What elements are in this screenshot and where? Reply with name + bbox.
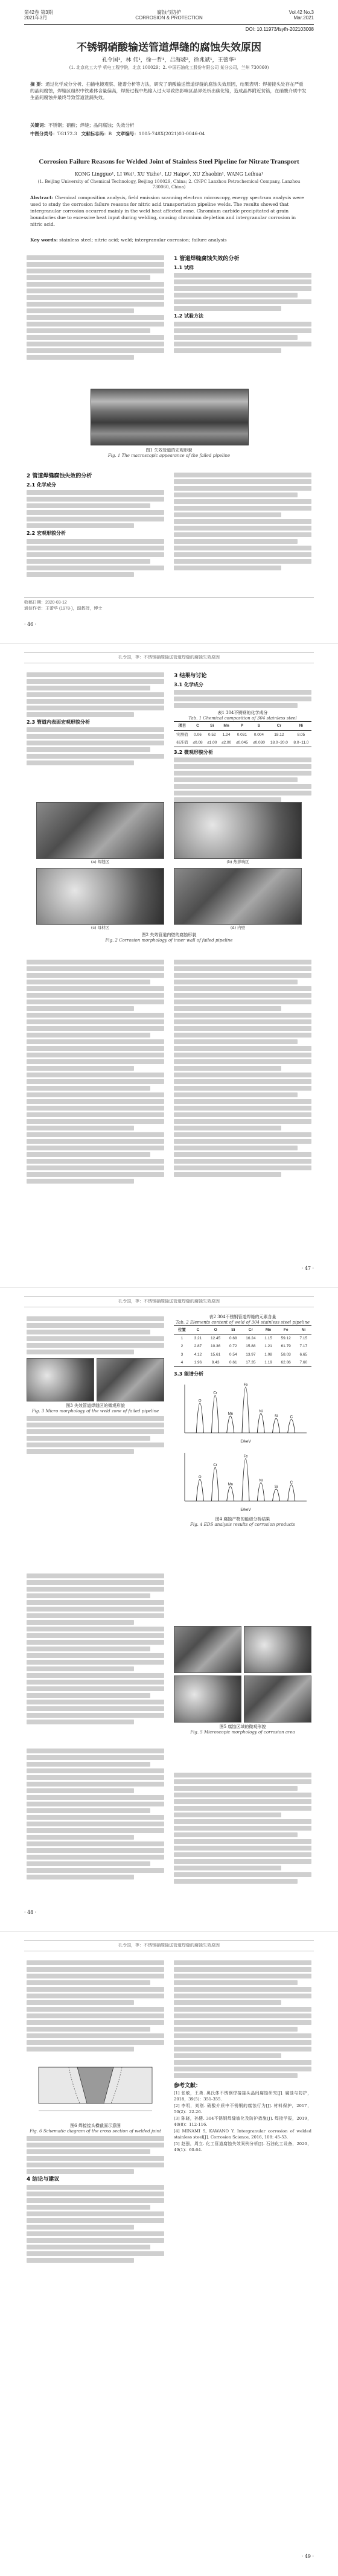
page-2	[0, 644, 338, 1288]
table-2-cell: 2	[180, 1344, 183, 1349]
body-col-left-p2b	[27, 958, 164, 1185]
peak-label: Cr	[213, 1464, 217, 1468]
en-abstract-label: Abstract:	[30, 195, 54, 200]
table-2-cell: 15.88	[246, 1344, 256, 1349]
table-caption-en: Tab. 1 Chemical composition of 304 stainless steel	[188, 716, 297, 721]
micrograph	[244, 1675, 311, 1723]
figure-4	[174, 1380, 311, 1527]
author-list: 孔令国¹，林 伟¹，徐一哲¹，吕海坡²，徐兆斌¹，王蕾华¹	[101, 57, 237, 63]
table-2-cell: 15.61	[210, 1352, 221, 1357]
clc-label: 中图分类号：	[30, 131, 57, 136]
table-2-header-cell: Mn	[265, 1328, 272, 1332]
spectrum-peak	[227, 1487, 234, 1501]
table-2-cell: 7.15	[299, 1336, 308, 1341]
body-col-left-p2	[27, 671, 164, 767]
peak-label: Si	[274, 1485, 278, 1490]
section-heading: 2 管道焊缝腐蚀失效的分析	[27, 473, 92, 479]
spectrum-peak	[212, 1467, 219, 1501]
peak-label: C	[290, 1481, 293, 1485]
body-col-left-p4	[27, 1959, 164, 2265]
body-col-left-p1	[27, 253, 164, 362]
clc-value: TG172.3	[57, 131, 77, 136]
micrograph	[97, 1358, 164, 1401]
reference-list	[174, 2091, 311, 2153]
peak-label: Fe	[243, 1455, 248, 1459]
table-2-cell: 10.36	[210, 1344, 221, 1349]
abstract-en	[30, 194, 308, 228]
table-2-cell: 62.86	[281, 1360, 291, 1365]
peak-label: O	[198, 1399, 202, 1403]
table-row	[174, 1342, 311, 1350]
spectrum-peak	[288, 1485, 295, 1501]
table-2-cell: 12.45	[210, 1336, 221, 1341]
table-row	[174, 730, 311, 739]
body-col-right-p2	[174, 671, 311, 804]
abstract-text: 通过化学成分分析、扫描电镜观察、能谱分析等方法，研究了硝酸输送管道焊缝的腐蚀失效原因，结果表明：焊接接头处存在严重的晶间腐蚀，焊缝区组织中铁素体含量偏高，焊接过程中热输入过大导致热影响区晶界处析出碳化铬，造成晶界附近贫铬，在硝酸介质中发生晶间腐蚀并最终导致管道泄漏失效。	[30, 81, 307, 100]
subfigure-label: (a) 焊缝区	[91, 859, 110, 864]
keywords-text: 不锈钢；硝酸；焊缝；晶间腐蚀；失效分析	[48, 123, 135, 128]
figure-5	[174, 1626, 311, 1735]
table-2-cell: 4.12	[194, 1352, 202, 1357]
doi[interactable]: DOI: 10.11973/fsyfh-202103008	[245, 27, 314, 32]
subsection-heading: 2.3 管道内表面宏观形貌分析	[27, 719, 90, 725]
figure-2	[36, 802, 302, 943]
micrograph-b	[174, 802, 302, 864]
running-title-band: 孔令国，等：不锈钢硝酸输送管道焊缝的腐蚀失效原因	[24, 1940, 314, 1951]
table-1-cell: 0.52	[208, 732, 216, 737]
reference-item: [5] 赵强，周立. 化工管道腐蚀失效案例分析[J]. 石油化工设备，2020，49(1)：60-64.	[174, 2141, 311, 2152]
weld-schematic	[27, 2055, 164, 2122]
subfigure-label: (c) 母材区	[91, 925, 110, 930]
eds-spectrum-1	[174, 1380, 311, 1446]
table-2-cell: 58.03	[281, 1352, 291, 1357]
table-1-header-cell: S	[257, 724, 261, 728]
peak-label: Mn	[228, 1483, 233, 1487]
table-2-cell: 0.72	[229, 1344, 237, 1349]
subsection-heading: 2.2 宏观形貌分析	[27, 531, 66, 537]
micrograph-d	[174, 868, 302, 930]
table-2	[174, 1325, 311, 1367]
keywords-cn	[30, 122, 308, 129]
table-2-cell: 0.68	[229, 1336, 237, 1341]
table-row	[174, 739, 311, 747]
figure-caption-en: Fig. 1 The macroscopic appearance of the failed pipeline	[107, 453, 231, 458]
peak-label: Cr	[213, 1391, 217, 1395]
table-2-cell: 4	[180, 1360, 183, 1365]
pipeline-photo	[91, 389, 249, 445]
page-number: · 48 ·	[24, 1910, 37, 1915]
micrograph-a	[36, 802, 164, 864]
figure-6	[27, 2055, 164, 2134]
header-journal: 腐蚀与防护 CORROSION & PROTECTION	[135, 10, 203, 21]
spectrum-peak	[212, 1395, 219, 1433]
table-2-cell: 1.08	[264, 1352, 272, 1357]
table-2-cell: 8.43	[211, 1360, 220, 1365]
table-caption-en: Tab. 2 Elements content of weld of 304 stainless steel pipeline	[176, 1320, 310, 1325]
table-2-cell: 59.12	[281, 1336, 291, 1341]
table-1-cell: 8.05	[297, 732, 305, 737]
table-2-cell: 0.61	[229, 1360, 237, 1365]
subsection-heading: 1.2 试验方法	[174, 313, 203, 319]
figure-caption: 图1 失效管道的宏观形貌	[145, 448, 193, 453]
body-col-left-p3b	[27, 1572, 164, 1726]
spectrum-peak	[242, 1387, 249, 1433]
table-1-cell: 标准值	[176, 740, 188, 745]
subsection-heading: 1.1 试样	[174, 265, 194, 271]
reference-item: [1] 张敏，王勇. 奥氏体不锈钢焊接接头晶间腐蚀研究[J]. 腐蚀与防护，2018，39(5)：351-355.	[174, 2091, 311, 2102]
micrograph	[174, 1675, 241, 1723]
page-footer	[24, 598, 314, 611]
table-2-cell: 1.96	[194, 1360, 202, 1365]
body-col-left-p3	[27, 1315, 164, 1456]
table-2-cell: 2.87	[194, 1344, 202, 1349]
table-1-header-cell: Cr	[276, 724, 281, 728]
table-2-cell: 17.35	[246, 1360, 256, 1365]
figure-caption-en: Fig. 4 EDS analysis results of corrosion products	[190, 1522, 295, 1527]
table-1-header-cell: Mn	[223, 724, 229, 728]
received-date: 收稿日期：2020-03-12	[24, 601, 67, 605]
table-1-cell: ≤0.030	[253, 740, 265, 745]
figure-caption-en: Fig. 3 Micro morphology of the weld zone of failed pipeline	[31, 1409, 159, 1414]
x-axis-label: E/keV	[240, 1508, 251, 1513]
figure-caption-en: Fig. 5 Microscopic morphology of corrosion area	[190, 1730, 295, 1735]
table-1-header-cell: Si	[210, 724, 214, 728]
abstract-label: 摘 要：	[30, 81, 46, 87]
table-1-header-cell: Ni	[299, 724, 304, 728]
table-1-cell: 18.12	[274, 732, 284, 737]
subsection-heading: 2.1 化学成分	[27, 482, 56, 488]
spectrum-peak	[273, 1418, 280, 1433]
header-issue: Vol.42 No.3 Mar.2021	[289, 10, 314, 21]
table-2-header-cell: Si	[231, 1328, 235, 1332]
table-1-cell: 0.004	[253, 732, 264, 737]
micrograph	[27, 1358, 94, 1401]
english-title: Corrosion Failure Reasons for Welded Joint of Stainless Steel Pipeline for Nitrate Transport	[39, 158, 299, 165]
eds-spectrum-2	[174, 1448, 311, 1514]
running-title-band: 孔令国，等：不锈钢硝酸输送管道焊缝的腐蚀失效原因	[24, 1296, 314, 1307]
peak-label: Fe	[243, 1383, 248, 1388]
table-2-cell: 16.24	[246, 1336, 256, 1341]
body-col-right-p1	[174, 253, 311, 355]
page-number: · 46 ·	[24, 622, 37, 627]
table-1-cell: 8.0~11.0	[293, 740, 309, 745]
spectrum-peak	[242, 1459, 249, 1501]
english-authors: KONG Lingguo¹, LI Wei¹, XU Yizhe¹, LU Haipo², XU Zhaobin¹, WANG Leihua¹	[74, 171, 264, 177]
table-1-cell: 0.06	[194, 732, 202, 737]
table-1-cell: ≤0.08	[193, 740, 203, 745]
page-4	[0, 1932, 338, 2576]
page-number: · 47 ·	[301, 1266, 314, 1271]
table-1-cell: 实测值	[176, 732, 188, 737]
table-1	[174, 721, 311, 747]
subfigure-label: (d) 内壁	[230, 925, 246, 930]
peak-label: C	[290, 1415, 293, 1420]
article-no-value: 1005-748X(2021)03-0046-04	[138, 131, 205, 136]
table-2-cell: 3.21	[194, 1336, 202, 1341]
table-1-cell: ≤2.00	[221, 740, 232, 745]
table-caption: 表1 304不锈钢的化学成分	[217, 710, 268, 716]
figure-caption: 图4 腐蚀产物的能谱分析结果	[215, 1516, 270, 1522]
table-row	[174, 1359, 311, 1367]
keywords-label: 关键词：	[30, 123, 48, 128]
english-affiliation: (1. Beijing University of Chemical Technology, Beijing 100029, China; 2. CNPC Lanzhou Petrochemical Company, Lanzhou 730060, China)	[37, 179, 301, 190]
body-col-right-p2b	[174, 958, 311, 1179]
spectrum-peak	[196, 1403, 203, 1433]
table-2-header-cell: Fe	[283, 1328, 289, 1332]
article-title: 不锈钢硝酸输送管道焊缝的腐蚀失效原因	[77, 42, 261, 54]
table-2-header-cell: O	[214, 1328, 217, 1332]
table-2-cell: 61.79	[281, 1344, 291, 1349]
section-heading: 3 结果与讨论	[174, 673, 207, 679]
table-1-cell: 18.0~20.0	[270, 740, 288, 745]
figure-caption: 图6 焊接接头横截面示意图	[70, 2123, 121, 2129]
en-keywords-label: Key words:	[30, 237, 58, 243]
abstract-cn	[30, 81, 308, 101]
table-1-header-cell: C	[196, 724, 199, 728]
reference-item: [3] 陈晓，孙健. 304不锈钢焊缝敏化及防护措施[J]. 焊接学报，2019，40(8)：112-116.	[174, 2116, 311, 2127]
running-title-band: 孔令国，等：不锈钢硝酸输送管道焊缝的腐蚀失效原因	[24, 652, 314, 663]
table-1-cell: 1.24	[222, 732, 231, 737]
table-row	[174, 1351, 311, 1359]
table-2-cell: 1	[180, 1336, 183, 1341]
reference-item: [4] MINAMI S, KAWANO Y. Intergranular corrosion of welded stainless steel[J]. Corrosion Science, 2016, 108: 45-53.	[174, 2129, 311, 2140]
body-col-right-p3	[174, 1315, 311, 1528]
subsection-heading: 3.1 化学成分	[174, 682, 203, 688]
table-2-cell: 7.60	[299, 1360, 308, 1365]
table-1-cell: 0.031	[237, 732, 247, 737]
table-1-header-cell: 项目	[178, 724, 187, 728]
doc-code-value: B	[108, 131, 112, 136]
header-volume: 第42卷 第3期 2021年3月	[24, 10, 53, 21]
spectrum-peak	[273, 1489, 280, 1501]
table-2-header-cell: Ni	[301, 1328, 306, 1332]
page-number: · 49 ·	[301, 2554, 314, 2559]
table-2-cell: 6.65	[299, 1352, 308, 1357]
peak-label: Mn	[228, 1412, 233, 1417]
table-2-cell: 0.54	[229, 1352, 237, 1357]
en-abstract-text: Chemical composition analysis, field emission scanning electron microscopy, energy spectrum analysis were used to study the corrosion failure reasons for nitric acid transportation pipeline welds. The results showed that intergranular corrosion occurred mainly in the weld heat affected zone. Chromium carbide precipitated at grain boundaries due to excessive heat input during welding, causing chromium depletion and intergranular corrosion in nitric acid.	[30, 195, 304, 227]
figure-caption: 图5 腐蚀区域的微观形貌	[219, 1724, 266, 1729]
micrograph	[244, 1626, 311, 1673]
body-col-right-p3c	[174, 1771, 311, 1886]
body-col-left-p3c	[27, 1747, 164, 1881]
table-2-cell: 13.97	[246, 1352, 256, 1357]
running-header	[24, 8, 314, 25]
peak-label: Si	[274, 1415, 278, 1419]
subfigure-label: (b) 热影响区	[226, 859, 249, 864]
micrograph	[174, 1626, 241, 1673]
spectrum-peak	[288, 1420, 295, 1433]
figure-caption-en: Fig. 2 Corrosion morphology of inner wall of failed pipeline	[105, 938, 233, 943]
doc-code-label: 文献标志码：	[81, 131, 109, 136]
peak-label: O	[198, 1476, 202, 1480]
references-heading: 参考文献：	[174, 2083, 202, 2089]
table-2-header-cell: Cr	[248, 1328, 253, 1332]
keywords-en	[30, 237, 308, 243]
page-1	[0, 0, 338, 644]
table-caption: 表2 304不锈钢管道焊缝的元素含量	[209, 1315, 276, 1319]
table-1-header-cell: P	[240, 724, 244, 728]
table-1-cell: ≤0.045	[235, 740, 248, 745]
table-2-cell: 7.17	[299, 1344, 308, 1349]
body-col-right-p1b	[174, 471, 311, 572]
figure-caption-en: Fig. 6 Schematic diagram of the cross section of welded joint	[30, 2129, 161, 2134]
table-2-header-cell: C	[196, 1328, 200, 1332]
figure-caption: 图3 失效管道焊缝区的微观形貌	[66, 1403, 125, 1408]
subsection-heading: 3.2 微观形貌分析	[174, 750, 213, 756]
figure-1	[91, 389, 247, 459]
article-no-label: 文章编号：	[116, 131, 139, 136]
spectrum-peak	[227, 1416, 234, 1433]
figure-3	[27, 1358, 164, 1414]
table-2-cell: 3	[180, 1352, 183, 1357]
peak-label: Ni	[259, 1410, 263, 1414]
section-heading: 4 结论与建议	[27, 2176, 60, 2183]
table-1-cell: ≤1.00	[207, 740, 217, 745]
micrograph-c	[36, 868, 164, 930]
body-col-left-p1b	[27, 471, 164, 579]
table-row	[174, 1334, 311, 1343]
figure-caption: 图2 失效管道内壁的腐蚀形貌	[141, 933, 197, 937]
classification-line	[30, 130, 308, 137]
spectrum-peak	[257, 1414, 264, 1433]
x-axis-label: E/keV	[240, 1439, 251, 1444]
table-2-cell: 1.21	[264, 1344, 272, 1349]
corresponding-author: 通信作者：王蕾华 (1978-)，副教授，博士	[24, 607, 103, 611]
table-2-header-cell: 位置	[177, 1328, 186, 1332]
spectrum-peak	[196, 1479, 203, 1501]
section-heading: 1 管道焊缝腐蚀失效的分析	[174, 256, 240, 262]
spectrum-peak	[257, 1483, 264, 1501]
reference-item: [2] 李明，刘刚. 硝酸介质中不锈钢的腐蚀行为[J]. 材料保护，2017，50(2)：22-26.	[174, 2103, 311, 2114]
affiliation: (1. 北京化工大学 机电工程学院，北京 100029；2. 中国石油化工股份有限公司 某分公司，兰州 730060)	[69, 65, 269, 70]
page-3	[0, 1288, 338, 1932]
table-2-cell: 1.15	[264, 1336, 272, 1341]
peak-label: Ni	[259, 1479, 263, 1484]
table-2-cell: 1.19	[264, 1360, 272, 1365]
subsection-heading: 3.3 能谱分析	[174, 1371, 203, 1377]
en-keywords-text: stainless steel; nitric acid; weld; intergranular corrosion; failure analysis	[59, 237, 227, 243]
body-col-right-p4	[174, 1959, 311, 2154]
